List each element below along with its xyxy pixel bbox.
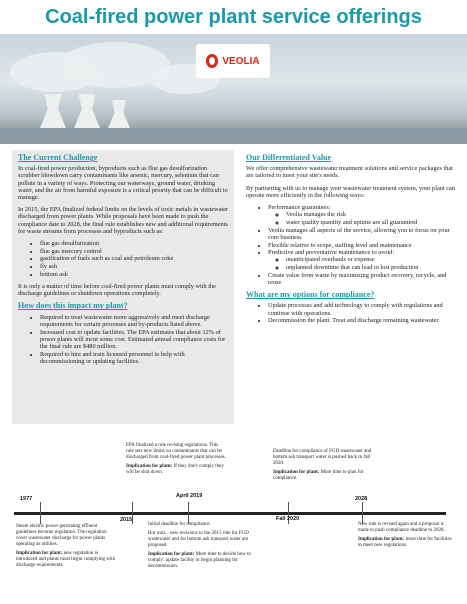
sub-list-item: ◦ unplanned downtime that can lead to lost production [286, 264, 458, 271]
list-item: • Required to treat wastewater more aggressively and meet discharge requirements for certain processes and by-products listed above. [40, 314, 230, 328]
timeline-tick [362, 502, 363, 524]
impact-list [18, 314, 230, 365]
list-item: • Decommission the plant. Treat and discharge remaining wastewater. [268, 317, 458, 324]
water [0, 128, 467, 144]
event-text: Initial deadline for compliance. [148, 522, 211, 527]
timeline-event-fall-2020 [273, 449, 373, 485]
timeline-tick [40, 502, 41, 524]
list-item: • Increased cost to update facilities. The EPA estimates that about 12% of power plants will incur some cost. Estimated annual compliance costs for the final rule are $480 million. [40, 329, 230, 351]
timeline-year-2028: 2028 [355, 496, 368, 502]
implication-text: more time for facilities to meet new regulations. [358, 537, 452, 548]
list-item: • Flexible relative to scope, staffing level and maintenance [268, 242, 458, 249]
byproduct-list [18, 240, 230, 278]
partnering-paragraph: By partnering with us to manage your wastewater treatment system, your plant can operate more efficiently in the following ways: [246, 184, 455, 199]
event-implication [273, 470, 373, 482]
timeline-event-2028 [358, 522, 454, 552]
timeline-tick [188, 502, 189, 524]
timing-paragraph: It is only a matter of time before coal-fired power plants must comply with the discharge guidelines or shutdown operations completely. [18, 283, 216, 298]
implication-text: new regulation is introduced and plants must begin complying with discharge requirements. [16, 551, 116, 568]
sub-list-item: ◦ Veolia manages the risk [286, 211, 458, 218]
implication-text: More time to plan for compliance. [273, 470, 364, 481]
implication-text: More time to decide how to comply: update facility or begin planning for decommission. [148, 552, 251, 569]
list-item: • Update processes and add technology to comply with regulations and continue with operations. [268, 302, 458, 316]
veolia-logo-icon [206, 54, 218, 68]
list-item: • Create value from waste by maximizing product recovery, recycle, and reuse [268, 272, 458, 286]
list-item: • bottom ash [40, 271, 230, 278]
left-column [18, 154, 230, 370]
cooling-tower [74, 94, 100, 128]
list-item: • Required to hire and train licensed personnel to help with decommissioning or updating facilities. [40, 351, 230, 365]
event-implication [126, 464, 226, 476]
event-text: New rule is revised again and a proposal is made to push compliance deadline to 2028. [358, 522, 445, 533]
implication-text: If they don't comply they will be shut down. [126, 464, 224, 475]
list-item: • Veolia manages all aspects of the service, allowing you to focus on your core business [268, 227, 458, 241]
logo-text: VEOLIA [222, 55, 260, 67]
veolia-logo [196, 44, 270, 78]
list-item: • gasification of fuels such as coal and petroleum coke [40, 255, 230, 262]
sub-list-item: ◦ unanticipated overhauls or expense [286, 256, 458, 263]
options-heading: What are my options for compliance? [246, 290, 375, 300]
timeline-year-april-2019: April 2019 [176, 493, 203, 499]
implication-label: Implication for plant: [273, 470, 320, 475]
cooling-tower [108, 100, 130, 128]
challenge-paragraph: In coal-fired power production, byproducts such as flue gas desulfurization scrubber blowdown carry contaminants like arsenic, mercury, selenium that can pollute in a variety of ways. Protecting our waterways, ground water, drinking water, and the air from harmful exposure is a critical priority that can be difficult to manage. [18, 165, 228, 202]
timeline-event-2015 [126, 443, 226, 479]
list-item: • fly ash [40, 263, 230, 270]
timeline-event-april-2019 [148, 522, 254, 573]
event-text-2: But wait... new revisions to the 2015 rule for FGD wastewater and for bottom ash transport water are proposed. [148, 531, 249, 548]
timeline-event-1977 [16, 524, 116, 572]
guarantee-label: Performance guarantees: [268, 204, 331, 212]
value-heading: Our Differentiated Value [246, 153, 332, 162]
event-text: Deadline for compliance of FGD wastewater and bottom ash transport water is pushed back to fall 2020. [273, 449, 372, 466]
epa-paragraph: In 2015, the EPA finalized federal limits on the levels of toxic metals in wastewater discharged from power plants. While proposals have been made to push the compliance date to 2028, the final rule establishes new and additional requirements for waste streams from processes and byproducts such as: [18, 206, 229, 235]
timeline-axis [14, 512, 446, 515]
options-list [246, 302, 458, 324]
event-text: EPA finalized a rule revising regulations. This rule sets new limits on contaminants that can be discharged from coal-fired power plant processes. [126, 443, 226, 460]
event-implication [16, 551, 116, 569]
list-item: • flue gas mercury control [40, 248, 230, 255]
maintenance-label: Predictive and preventative maintenance to avoid: [268, 249, 395, 257]
current-challenge-heading: The Current Challenge [18, 153, 98, 162]
implication-label: Implication for plant: [126, 464, 173, 469]
timeline-year-fall-2020: Fall 2020 [276, 516, 300, 522]
event-text: Steam electric power generating effluent guidelines become regulation. The regulation cover wastewater discharge for power plants operating as utilities. [16, 524, 107, 547]
page-title: Coal-fired power plant service offerings [45, 6, 422, 28]
implication-label: Implication for plant: [16, 551, 63, 556]
cooling-tower [40, 94, 66, 128]
implication-label: Implication for plant: [148, 552, 195, 557]
right-column [246, 154, 458, 330]
list-item: • flue gas desulfurization [40, 240, 230, 247]
event-implication [148, 552, 254, 570]
impact-heading: How does this impact my plant? [18, 301, 128, 311]
sub-list-item: ◦ water quality quantity and uptime are all guaranteed [286, 219, 458, 226]
value-list [246, 204, 458, 286]
event-implication [358, 537, 454, 549]
value-paragraph: We offer comprehensive wastewater treatment solutions and service packages that are tailored to meet your site's needs. [246, 165, 453, 180]
list-item [268, 249, 458, 271]
timeline-year-1977: 1977 [20, 496, 33, 502]
list-item [268, 204, 458, 226]
timeline-year-2015: 2015 [120, 517, 133, 523]
hero-image-power-plant [0, 34, 467, 144]
implication-label: Implication for plant: [358, 537, 405, 542]
